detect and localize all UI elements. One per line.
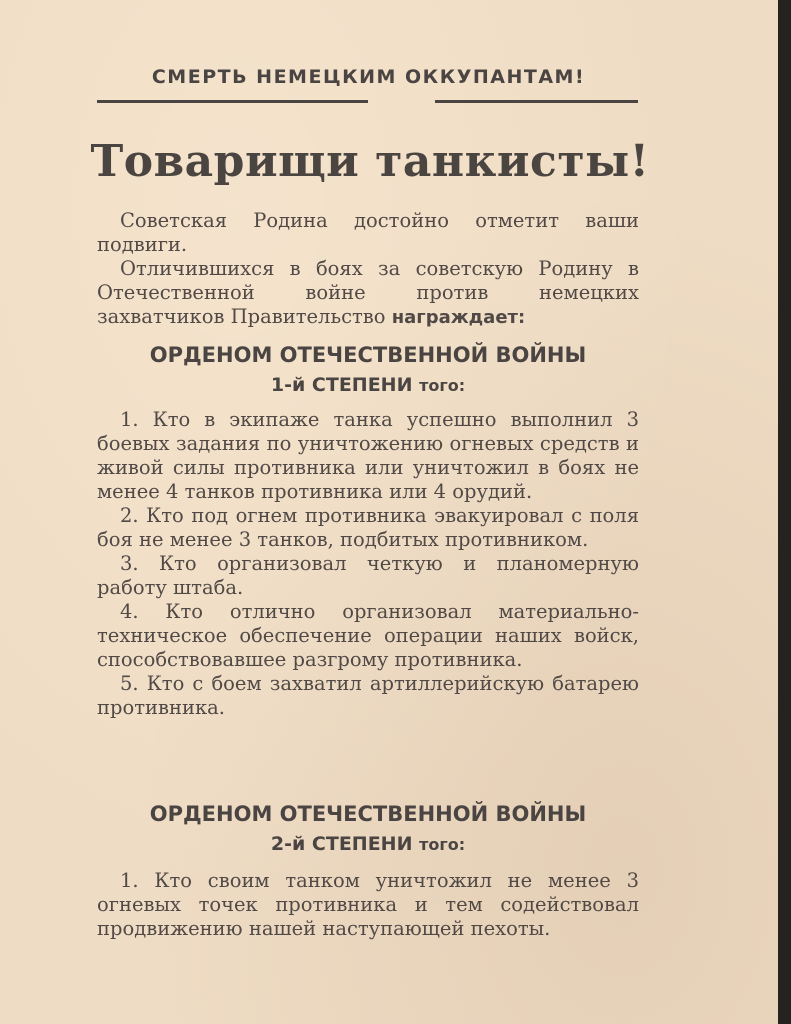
intro-paragraph-1: Советская Родина достойно отметит ваши подвиги. [97, 209, 639, 256]
slogan-rule-right [435, 100, 638, 103]
section-1-degree: 1-й СТЕПЕНИ [270, 374, 413, 396]
list-item: 1. Кто в экипаже танка успешно выполнил 3 боевых задания по уничтожению огневых средств и живой силы противника или уничтожил в боях не менее 4 танков противника или 4 орудий. [97, 408, 639, 503]
section-1-heading-line2 [97, 370, 639, 401]
section-2-degree: 2-й СТЕПЕНИ [270, 833, 413, 855]
list-item: 5. Кто с боем захватил артиллерийскую батарею противника. [97, 672, 639, 719]
section-2-heading-line2 [97, 829, 639, 860]
list-item: 2. Кто под огнем противника эвакуировал с поля боя не менее 3 танков, подбитых противником. [97, 504, 639, 551]
section-2-heading-line1: ОРДЕНОМ ОТЕЧЕСТВЕННОЙ ВОЙНЫ [149, 802, 587, 826]
intro-paragraph-2 [97, 257, 639, 330]
slogan-header: СМЕРТЬ НЕМЕЦКИМ ОККУПАНТАМ! [151, 66, 586, 88]
section-1-heading-line1: ОРДЕНОМ ОТЕЧЕСТВЕННОЙ ВОЙНЫ [149, 343, 587, 367]
page-title: Товарищи танкисты! [90, 136, 650, 187]
section-2-suffix: того: [419, 835, 466, 854]
section-1-list [97, 408, 639, 720]
intro-paragraph-2-bold: награждает: [391, 307, 526, 328]
list-item: 3. Кто организовал четкую и планомерную работу штаба. [97, 552, 639, 599]
list-item: 1. Кто своим танком уничтожил не менее 3 огневых точек противника и тем содействовал продвижению нашей наступающей пехоты. [97, 869, 639, 940]
section-2-heading [97, 799, 639, 860]
intro-text [97, 209, 639, 330]
section-1-suffix: того: [419, 376, 466, 395]
section-2-list [97, 869, 639, 941]
section-1-heading [97, 340, 639, 401]
intro-paragraph-2-text: Отличившихся в боях за советскую Родину в Отечественной войне против немецких захватчиков Правительство [97, 257, 639, 328]
slogan-rule-left [97, 100, 368, 103]
list-item: 4. Кто отлично организовал материально-техническое обеспечение операции наших войск, способствовавшее разгрому противника. [97, 600, 639, 671]
background-edge [778, 0, 791, 1024]
